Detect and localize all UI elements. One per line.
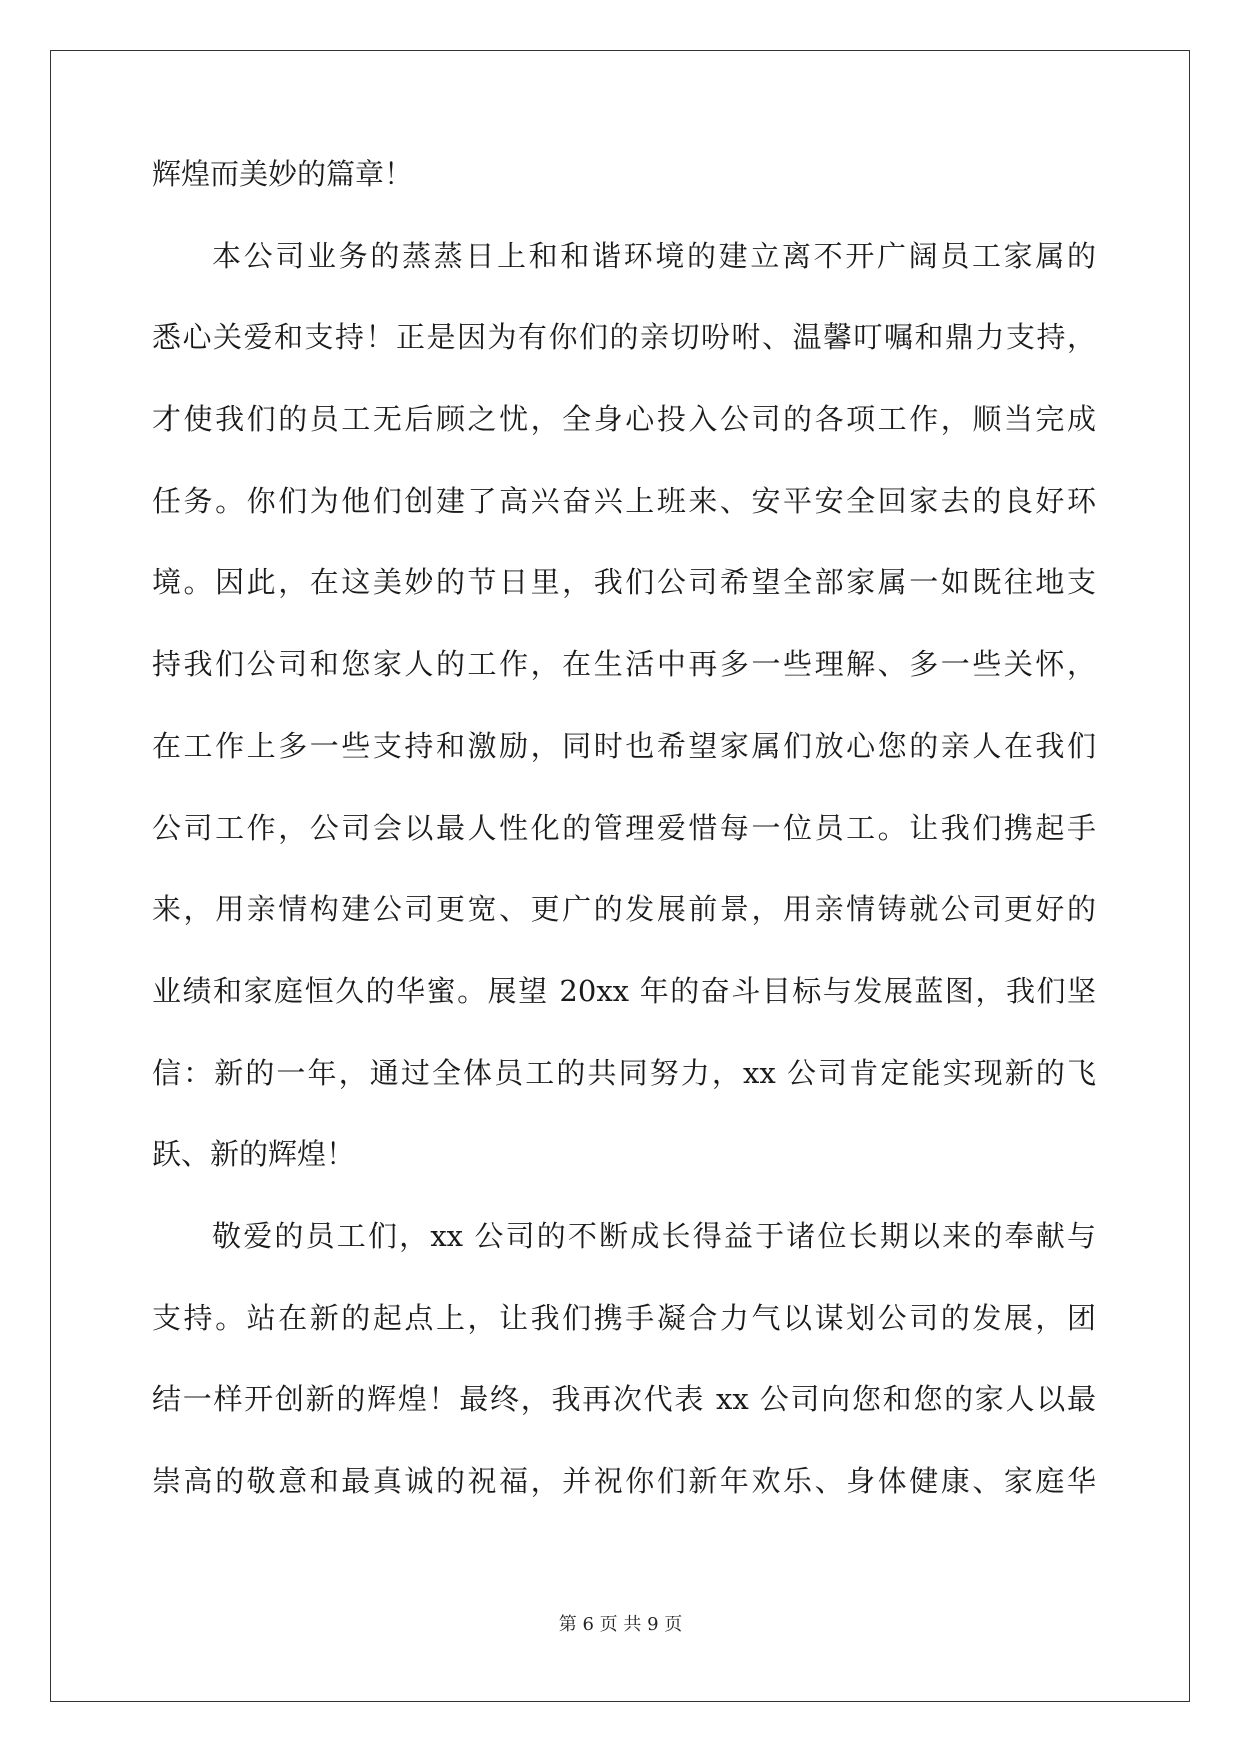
text-line: 境。因此，在这美妙的节日里，我们公司希望全部家属一如既往地支 xyxy=(152,565,1096,600)
text-line: 支持。站在新的起点上，让我们携手凝合力气以谋划公司的发展，团 xyxy=(152,1300,1096,1335)
document-body xyxy=(152,157,1096,1549)
text-line: 崇高的敬意和最真诚的祝福，并祝你们新年欢乐、身体健康、家庭华 xyxy=(152,1464,1096,1498)
text-line: 任务。你们为他们创建了高兴奋兴上班来、安平安全回家去的良好环 xyxy=(152,483,1096,518)
text-line: 本公司业务的蒸蒸日上和和谐环境的建立离不开广阔员工家属的 xyxy=(212,238,1096,273)
text-line: 敬爱的员工们，xx 公司的不断成长得益于诸位长期以来的奉献与 xyxy=(212,1218,1096,1253)
text-line: 跃、新的辉煌！ xyxy=(152,1137,356,1172)
text-line: 持我们公司和您家人的工作，在生活中再多一些理解、多一些关怀， xyxy=(152,647,1096,682)
text-line: 辉煌而美妙的篇章！ xyxy=(152,157,414,191)
text-line: 来，用亲情构建公司更宽、更广的发展前景，用亲情铸就公司更好的 xyxy=(152,892,1096,927)
page-number-footer: 第 6 页 共 9 页 xyxy=(558,1614,683,1635)
text-line: 信：新的一年，通过全体员工的共同努力，xx 公司肯定能实现新的飞 xyxy=(152,1055,1096,1090)
text-line: 才使我们的员工无后顾之忧，全身心投入公司的各项工作，顺当完成 xyxy=(152,402,1096,437)
text-line: 在工作上多一些支持和激励，同时也希望家属们放心您的亲人在我们 xyxy=(152,728,1096,763)
text-line: 公司工作，公司会以最人性化的管理爱惜每一位员工。让我们携起手 xyxy=(152,810,1096,845)
text-line: 悉心关爱和支持！正是因为有你们的亲切吩咐、温馨叮嘱和鼎力支持， xyxy=(152,320,1096,355)
text-line: 结一样开创新的辉煌！最终，我再次代表 xx 公司向您和您的家人以最 xyxy=(152,1382,1096,1417)
text-line: 业绩和家庭恒久的华蜜。展望 20xx 年的奋斗目标与发展蓝图，我们坚 xyxy=(152,973,1096,1008)
